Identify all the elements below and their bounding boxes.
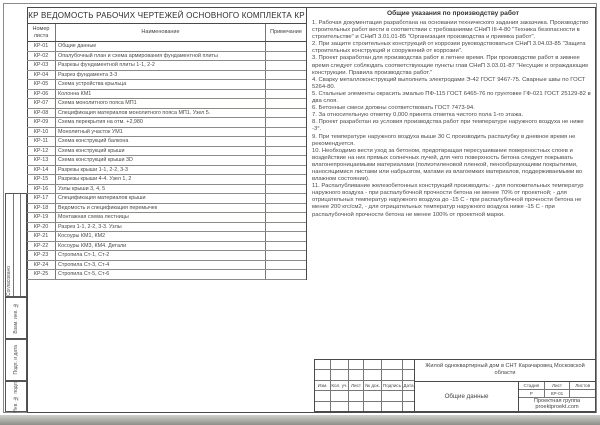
table-row [27,42,306,52]
stamp-vzam-inv [5,297,27,339]
sheet-label: Лист [545,382,571,389]
drawing-name-cell: Косоуры КМ3, КМ4. Детали [56,242,266,251]
sheet-number-cell: КР-13 [27,156,56,165]
revision-header-row [315,381,414,391]
drawing-name-cell: Стропила Ст-5, Ст-6 [56,270,266,279]
stage-sheet-grid [519,382,595,411]
drawing-name-cell: Схема перекрытия на отм. +2,980 [56,118,266,127]
note-cell [266,213,306,222]
drawing-name-cell: Схема устройства крыльца [56,80,266,89]
sheet-number-cell: КР-16 [27,185,56,194]
stage-sheet-headers [519,382,595,390]
note-cell [266,185,306,194]
table-row [27,118,306,128]
drawing-name-cell: Колонна КМ1 [56,90,266,99]
sheet-number-cell: КР-03 [27,61,56,70]
sheet-number-cell: КР-10 [27,128,56,137]
note-cell [266,90,306,99]
drawing-name-cell: Стропила Ст-3, Ст-4 [56,261,266,270]
note-cell [266,109,306,118]
title-block [314,359,596,412]
table-row [27,242,306,252]
organization-name [519,398,595,411]
column-header-number: Номер листа [27,24,56,41]
sheet-number-cell: КР-05 [27,80,56,89]
header-list: Лист [349,381,364,390]
note-item: 10. Необходимо вести уход за бетоном, предотвращая пересушивание поверхностных слоев и воздействие на них прямых солнечных лучей, для чего поверхность бетона следует покрывать влагонепроницаемыми материалами (полиэтиленовой пленкой, пенообразующими покрытиями, наносящимися листами или набрызгом, матами из влагоемких материалов, поддерживаемыми во влажном состоянии). [312,147,583,183]
drawing-name-cell: Спецификация материалов монолитного пояса МП1. Узел 5. [56,109,266,118]
sheet-number-cell: КР-14 [27,166,56,175]
note-item: 3. Проект разработан для производства работ в летнее время. При производстве работ в зимнее время следует соблюдать соответствующие пункты глав СНиП 3.03.01-87 "Несущие и ограждающие конструкции. Правила производства работ." [312,55,589,76]
stage-value: Р [519,390,545,397]
table-row [27,175,306,185]
org-line1: Проектная группа [533,397,581,404]
sheet-number-cell: КР-17 [27,194,56,203]
note-cell [266,261,306,270]
note-item: 9. При температуре наружного воздуха выше 30 С производить распалубку в дневное время не рекомендуется. [312,133,576,147]
note-cell [266,99,306,108]
drawing-name-cell: Схема конструкций крыши 3D [56,156,266,165]
sheet-number-cell: КР-18 [27,204,56,213]
table-row [27,109,306,119]
table-row [27,261,306,271]
sheets-label: Листов [575,382,591,388]
note-item: 4. Сварку металлоконструкций выполнить электродами Э-42 ГОСТ 9467-75. Сварные швы по ГОСТ 5264-80. [312,76,586,90]
sheet-number-cell: КР-02 [27,52,56,61]
stamp-inv-podl-label: Инв. № подл. [13,380,19,413]
note-cell [266,194,306,203]
note-cell [266,251,306,260]
table-row [27,80,306,90]
drawing-name-cell: Опалубочный план и схема армирования фундаментной плиты [56,52,266,61]
general-notes [312,10,594,219]
stamp-podp-data [5,339,27,381]
note-cell [266,223,306,232]
note-item: 8. Проект разработан из условия производства работ при температуре наружного воздуха не ниже -3°. [312,119,584,133]
note-cell [266,128,306,137]
drawing-name-cell: Спецификация материалов крыши [56,194,266,203]
page-edge-shadow [0,415,600,425]
note-cell [266,71,306,80]
drawing-name-cell: Узлы крыши 3, 4, 5 [56,185,266,194]
note-item: 7. За относительную отметку 0,000 принята отметка чистого пола 1-го этажа. [312,112,524,119]
table-row [27,223,306,233]
sheet-number-cell: КР-20 [27,223,56,232]
note-cell [266,42,306,51]
column-header-name: Наименование [56,24,266,41]
header-doc: № док. [364,381,382,390]
revision-blank-row [315,360,414,370]
drawing-name-cell: Монтажная схема лестницы [56,213,266,222]
header-podpis: Подпись [382,381,403,390]
notes-title: Общие указания по производству работ [387,10,519,17]
note-cell [266,175,306,184]
note-cell [266,52,306,61]
sheet-title: Общие данные [415,382,519,411]
note-cell [266,137,306,146]
note-cell [266,61,306,70]
header-data: Дата [403,383,414,389]
note-item: 5. Стальные элементы окрасить эмалью ПФ-115 ГОСТ 6465-76 по грунтовке ГФ-021 ГОСТ 25129-82 в два слоя. [312,90,591,105]
stamp-inv-podl [5,381,27,412]
table-row [27,61,306,71]
drawing-register-table [27,7,307,280]
drawing-name-cell: Схема конструкций балкона [56,137,266,146]
table-row [27,251,306,261]
note-cell [266,166,306,175]
header-kol-uch: Кол. уч. [331,381,349,390]
stamp-approved-label: Согласовано [6,265,12,296]
note-cell [266,232,306,241]
sheet-number-cell: КР-15 [27,175,56,184]
sheet-number-cell: КР-19 [27,213,56,222]
note-item: 1. Рабочая документация разработана на основании технического задания заказчика. Производство строительных работ вести в соответствии с требованиями СНиП III-4-80 "Техника безопасности в строительстве" и СНиП 3.01.01-85 "Организация производства и приемка работ". [312,20,589,41]
register-title: КР ВЕДОМОСТЬ РАБОЧИХ ЧЕРТЕЖЕЙ ОСНОВНОГО КОМПЛЕКТА КР [27,7,306,24]
drawing-name-cell: Разрезы крыши 1-1, 2-2, 3-3 [56,166,266,175]
notes-body [312,20,594,219]
stamp-vzam-inv-label: Взам. инв. № [13,302,19,334]
note-cell [266,156,306,165]
drawing-name-cell: Ведомость и спецификация перемычек [56,204,266,213]
register-header-row [27,24,306,42]
note-item: 11. Распалубливание железобетонных конструкций производить: - для положительных температур наружного воздуха - при распалубочной прочности бетона не менее 70% от проектной; - для отрицательных температур наружного воздуха до -15 С - при распалубочной прочности бетона не менее 200 кгс/см2, - для отрицательных температур наружного воздуха ниже -15 С - при распалубочной прочности бетона не менее 100% от проектной марки. [312,183,584,218]
note-cell [266,118,306,127]
table-row [27,147,306,157]
stamp-podp-data-label: Подп. и дата [13,345,19,375]
table-row [27,137,306,147]
table-row [27,185,306,195]
sheet-number-cell: КР-08 [27,109,56,118]
table-row [27,71,306,81]
table-row [27,270,306,280]
column-header-note: Примечание [270,29,302,36]
table-row [27,90,306,100]
table-row [27,166,306,176]
table-row [27,204,306,214]
table-row [27,156,306,166]
stamp-approved [5,193,27,297]
note-cell [266,147,306,156]
note-item: 6. Бетонные смеси должны соответствовать ГОСТ 7473-94. [312,105,475,112]
note-item: 2. При защите строительных конструкций от коррозии руководствоваться СНиП 3.04.03-85 "Защита строительных конструкций и сооружений от коррозии". [312,41,586,55]
table-row [27,213,306,223]
sheet-number-cell: КР-23 [27,251,56,260]
drawing-name-cell: Разрез 1-1, 2-2, 3-3. Узлы [56,223,266,232]
drawing-name-cell: Схема конструкций крыши [56,147,266,156]
sheet-number-cell: КР-25 [27,270,56,279]
org-line2: proektproekt.com [535,404,579,411]
note-cell [266,242,306,251]
revision-grid [315,360,415,411]
sheet-number-cell: КР-12 [27,147,56,156]
register-rows [27,42,306,280]
sheet-number-cell: КР-22 [27,242,56,251]
stage-label: Стадия [519,382,545,389]
table-row [27,99,306,109]
note-cell [266,204,306,213]
table-row [27,52,306,62]
note-cell [266,80,306,89]
sheet-number-cell: КР-01 [27,42,56,51]
table-row [27,128,306,138]
drawing-name-cell: Разрез фундамента 3-3 [56,71,266,80]
sheet-number-value: КР-01 [545,390,571,397]
drawing-name-cell: Монолитный участок УМ1 [56,128,266,137]
drawing-name-cell: Стропила Ст-1, Ст-2 [56,251,266,260]
drawing-name-cell: Схема монолитного пояса МП1 [56,99,266,108]
sheet-number-cell: КР-11 [27,137,56,146]
header-izm: Изм. [315,381,331,390]
title-block-bottom [415,382,595,411]
project-name: Жилой одноквартирный дом в СНТ Карачаровец Московской области [415,360,595,382]
drawing-name-cell: Косоуры КМ1, КМ2 [56,232,266,241]
sheets-total-value [570,390,595,397]
note-cell [266,270,306,279]
sheet-number-cell: КР-24 [27,261,56,270]
sheet-number-cell: КР-21 [27,232,56,241]
revision-blank-row [315,370,414,380]
stage-sheet-values [519,390,595,398]
sheet-number-cell: КР-06 [27,90,56,99]
drawing-name-cell: Разрезы крыши 4-4. Узел 1, 2 [56,175,266,184]
table-row [27,194,306,204]
revision-blank-row [315,402,414,411]
sheet-number-cell: КР-07 [27,99,56,108]
table-row [27,232,306,242]
drawing-name-cell: Общие данные [56,42,266,51]
sheet-number-cell: КР-09 [27,118,56,127]
revision-blank-row [315,391,414,401]
title-block-right [415,360,595,411]
sheet-number-cell: КР-04 [27,71,56,80]
drawing-name-cell: Разрезы фундаментной плиты 1-1, 2-2 [56,61,266,70]
